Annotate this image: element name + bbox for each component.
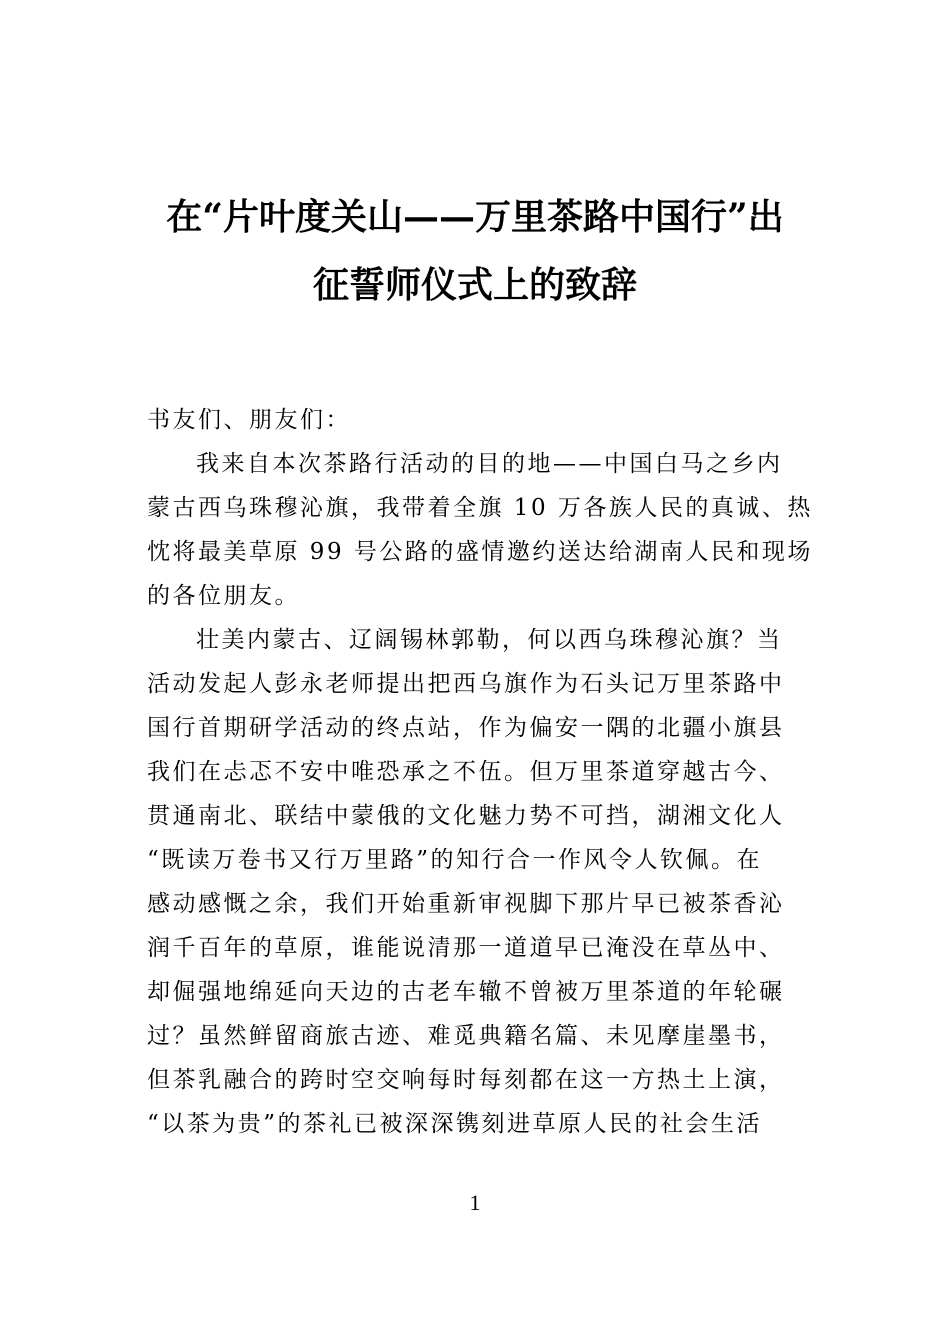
paragraph-2-line-12: “以茶为贵”的茶礼已被深深镌刻进草原人民的社会生活	[147, 1111, 763, 1137]
paragraph-2-line-4: 我们在忐忑不安中唯恐承之不伍。但万里茶道穿越古今、	[147, 759, 785, 785]
paragraph-2-line-9: 却倔强地绵延向天边的古老车辙不曾被万里茶道的年轮碾	[147, 979, 785, 1005]
paragraph-1-line-2: 蒙古西乌珠穆沁旗，我带着全旗 10 万各族人民的真诚、热	[147, 495, 813, 521]
paragraph-2-line-3: 国行首期研学活动的终点站，作为偏安一隅的北疆小旗县	[147, 715, 785, 741]
paragraph-2-line-6: “既读万卷书又行万里路”的知行合一作风令人钦佩。在	[147, 847, 763, 873]
title-line-1: 在“片叶度关山——万里茶路中国行”出	[166, 196, 784, 238]
salutation: 书友们、朋友们：	[147, 407, 351, 433]
paragraph-2-line-8: 润千百年的草原，谁能说清那一道道早已淹没在草丛中、	[147, 935, 785, 961]
paragraph-2-line-10: 过？虽然鲜留商旅古迹、难觅典籍名篇、未见摩崖墨书，	[147, 1023, 785, 1049]
page-number: 1	[469, 1190, 481, 1215]
paragraph-1-line-4: 的各位朋友。	[147, 583, 300, 609]
paragraph-2-line-7: 感动感慨之余，我们开始重新审视脚下那片早已被茶香沁	[147, 891, 785, 917]
paragraph-2-line-2: 活动发起人彭永老师提出把西乌旗作为石头记万里茶路中	[147, 671, 785, 697]
paragraph-2-line-5: 贯通南北、联结中蒙俄的文化魅力势不可挡，湖湘文化人	[147, 803, 785, 829]
paragraph-2-line-1: 壮美内蒙古、辽阔锡林郭勒，何以西乌珠穆沁旗？当	[196, 627, 783, 653]
paragraph-1-line-3: 忱将最美草原 99 号公路的盛情邀约送达给湖南人民和现场	[147, 539, 813, 565]
paragraph-2-line-11: 但茶乳融合的跨时空交响每时每刻都在这一方热土上演，	[147, 1067, 785, 1093]
paragraph-1-line-1: 我来自本次茶路行活动的目的地——中国白马之乡内	[196, 451, 783, 477]
title-line-2: 征誓师仪式上的致辞	[312, 264, 637, 306]
